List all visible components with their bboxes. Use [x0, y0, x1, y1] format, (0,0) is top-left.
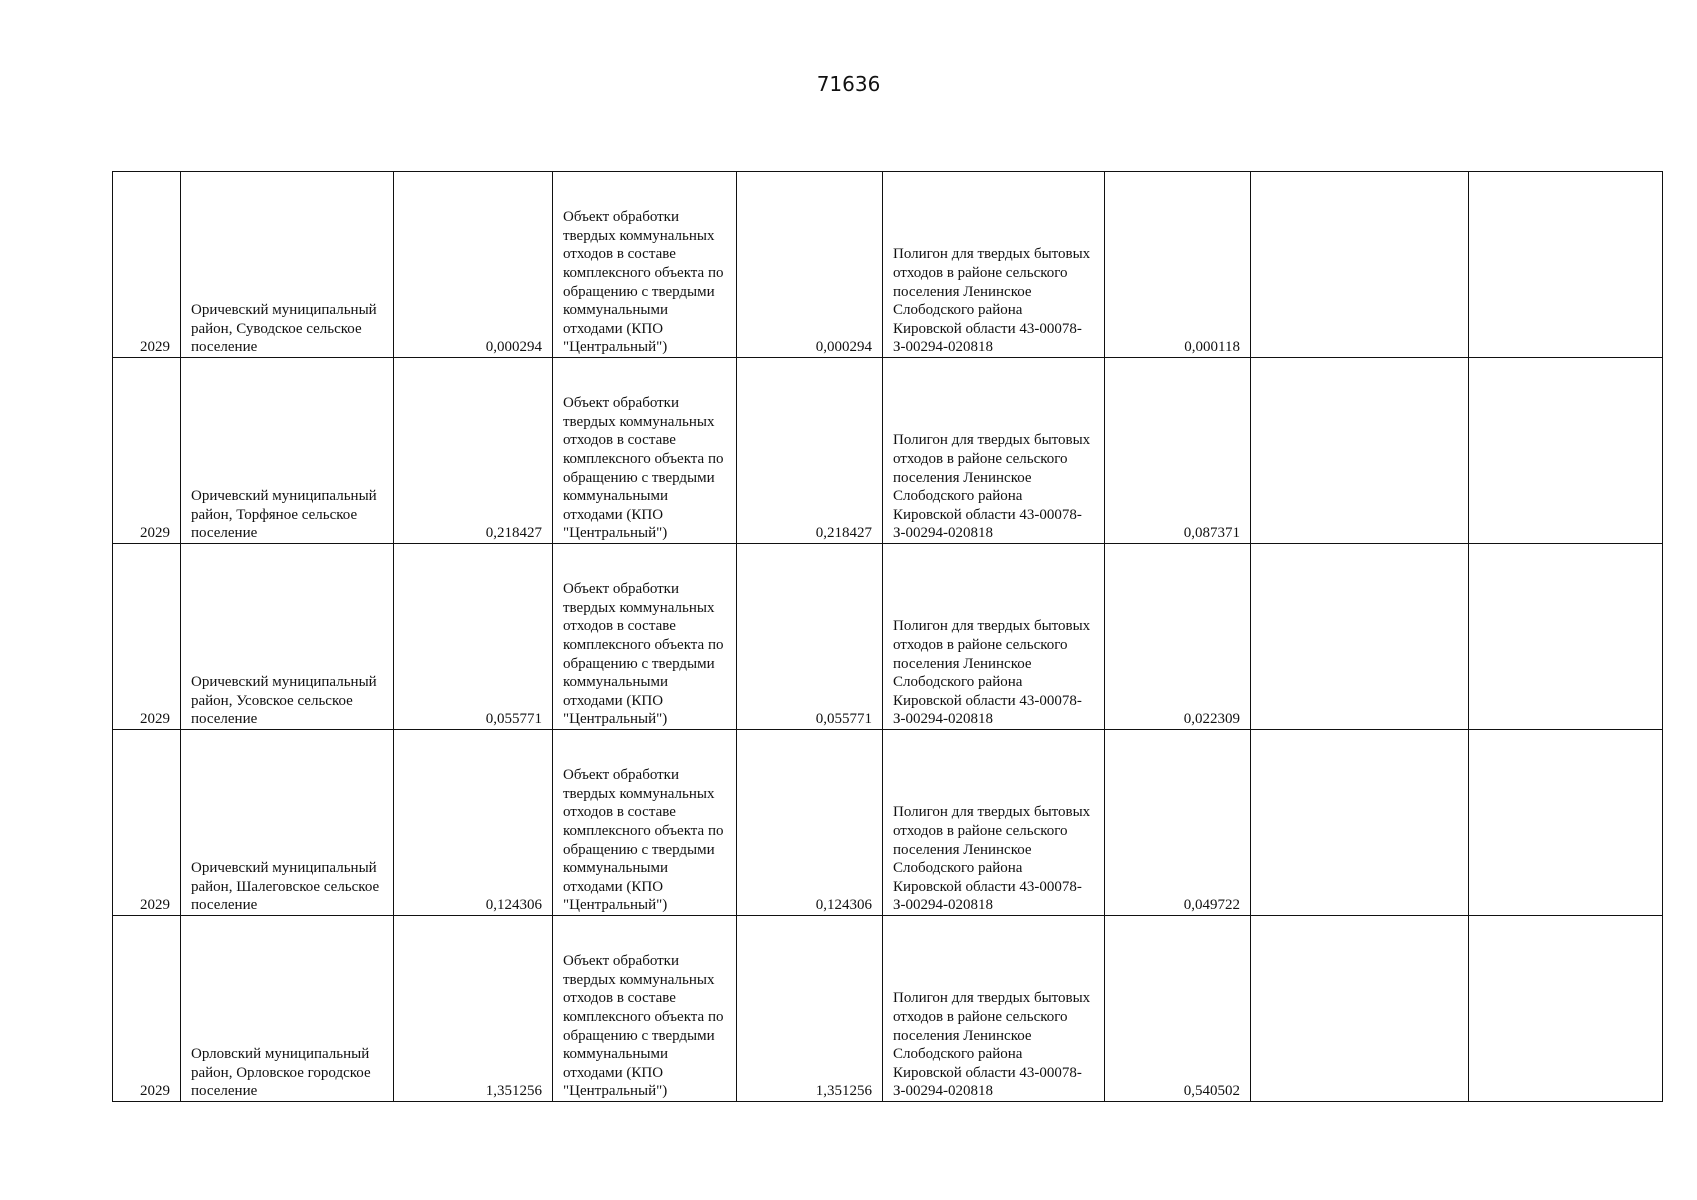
empty-cell [1251, 172, 1469, 358]
table-row [113, 730, 1663, 916]
volume-disposed-cell: 0,022309 [1105, 544, 1251, 730]
volume-formed-cell: 0,124306 [394, 730, 553, 916]
waste-flow-table [112, 171, 1663, 1102]
disposal-facility-cell: Полигон для твердых бытовых отходов в районе сельского поселения Ленинское Слободского района Кировской области 43-00078-З-00294-020818 [883, 172, 1105, 358]
volume-disposed-cell: 0,087371 [1105, 358, 1251, 544]
empty-cell [1251, 916, 1469, 1102]
volume-disposed-cell: 0,000118 [1105, 172, 1251, 358]
territory-cell: Оричевский муниципальный район, Суводское сельское поселение [181, 172, 394, 358]
page-number: 71636 [816, 72, 881, 96]
empty-cell [1469, 544, 1663, 730]
disposal-facility-cell: Полигон для твердых бытовых отходов в районе сельского поселения Ленинское Слободского района Кировской области 43-00078-З-00294-020818 [883, 358, 1105, 544]
table-row [113, 544, 1663, 730]
territory-cell: Оричевский муниципальный район, Торфяное сельское поселение [181, 358, 394, 544]
volume-disposed-cell: 0,540502 [1105, 916, 1251, 1102]
empty-cell [1469, 358, 1663, 544]
volume-processed-cell: 0,124306 [737, 730, 883, 916]
empty-cell [1251, 544, 1469, 730]
volume-processed-cell: 0,055771 [737, 544, 883, 730]
territory-cell: Оричевский муниципальный район, Усовское сельское поселение [181, 544, 394, 730]
processing-facility-cell: Объект обработки твердых коммунальных отходов в составе комплексного объекта по обращению с твердыми коммунальными отходами (КПО "Центральный") [553, 916, 737, 1102]
empty-cell [1469, 916, 1663, 1102]
volume-disposed-cell: 0,049722 [1105, 730, 1251, 916]
territory-cell: Орловский муниципальный район, Орловское городское поселение [181, 916, 394, 1102]
volume-formed-cell: 0,055771 [394, 544, 553, 730]
volume-processed-cell: 0,218427 [737, 358, 883, 544]
empty-cell [1469, 730, 1663, 916]
empty-cell [1251, 730, 1469, 916]
year-cell: 2029 [113, 730, 181, 916]
processing-facility-cell: Объект обработки твердых коммунальных отходов в составе комплексного объекта по обращению с твердыми коммунальными отходами (КПО "Центральный") [553, 730, 737, 916]
volume-formed-cell: 0,218427 [394, 358, 553, 544]
empty-cell [1251, 358, 1469, 544]
volume-processed-cell: 0,000294 [737, 172, 883, 358]
volume-processed-cell: 1,351256 [737, 916, 883, 1102]
table-row [113, 916, 1663, 1102]
disposal-facility-cell: Полигон для твердых бытовых отходов в районе сельского поселения Ленинское Слободского района Кировской области 43-00078-З-00294-020818 [883, 544, 1105, 730]
year-cell: 2029 [113, 172, 181, 358]
year-cell: 2029 [113, 358, 181, 544]
processing-facility-cell: Объект обработки твердых коммунальных отходов в составе комплексного объекта по обращению с твердыми коммунальными отходами (КПО "Центральный") [553, 172, 737, 358]
disposal-facility-cell: Полигон для твердых бытовых отходов в районе сельского поселения Ленинское Слободского района Кировской области 43-00078-З-00294-020818 [883, 916, 1105, 1102]
empty-cell [1469, 172, 1663, 358]
year-cell: 2029 [113, 916, 181, 1102]
territory-cell: Оричевский муниципальный район, Шалеговское сельское поселение [181, 730, 394, 916]
volume-formed-cell: 0,000294 [394, 172, 553, 358]
disposal-facility-cell: Полигон для твердых бытовых отходов в районе сельского поселения Ленинское Слободского района Кировской области 43-00078-З-00294-020818 [883, 730, 1105, 916]
table-row [113, 172, 1663, 358]
table-row [113, 358, 1663, 544]
year-cell: 2029 [113, 544, 181, 730]
processing-facility-cell: Объект обработки твердых коммунальных отходов в составе комплексного объекта по обращению с твердыми коммунальными отходами (КПО "Центральный") [553, 358, 737, 544]
processing-facility-cell: Объект обработки твердых коммунальных отходов в составе комплексного объекта по обращению с твердыми коммунальными отходами (КПО "Центральный") [553, 544, 737, 730]
volume-formed-cell: 1,351256 [394, 916, 553, 1102]
